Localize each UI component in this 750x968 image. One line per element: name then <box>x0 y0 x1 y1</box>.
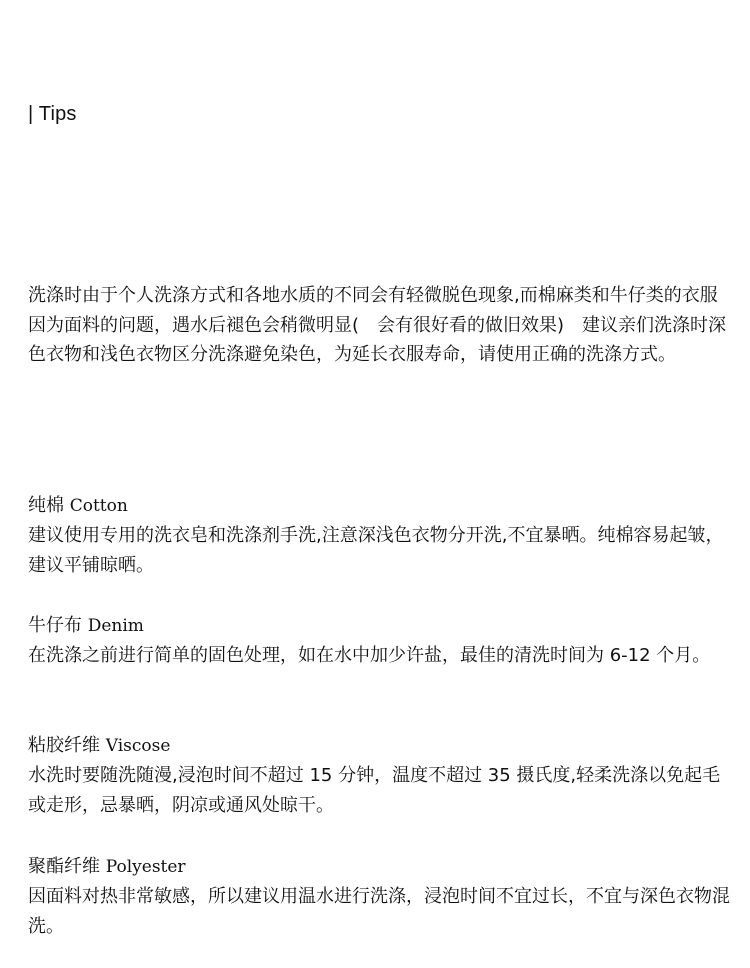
intro-paragraph: 洗涤时由于个人洗涤方式和各地水质的不同会有轻微脱色现象,而棉麻类和牛仔类的衣服因为面料的问题，遇水后褪色会稍微明显( 会有很好看的做旧效果) 建议亲们洗涤时深色衣物和浅色衣物区分洗涤避免染色，为延长衣服寿命，请使用正确的洗涤方式。 <box>28 285 727 365</box>
fabric-title <box>28 852 738 882</box>
care-section-cotton <box>28 491 738 581</box>
fabric-name-cn: 牛仔布 <box>28 615 82 636</box>
fabric-title <box>28 611 738 641</box>
care-section-viscose <box>28 731 738 821</box>
fabric-care-text: 因面料对热非常敏感，所以建议用温水进行洗涤，浸泡时间不宜过长，不宜与深色衣物混洗。 <box>28 886 730 937</box>
fabric-name-cn: 聚酯纤维 <box>28 856 100 877</box>
care-section-polyester <box>28 852 738 942</box>
fabric-name-en: Denim <box>87 616 144 636</box>
fabric-name-en: Viscose <box>105 736 171 756</box>
fabric-name-cn: 粘胶纤维 <box>28 735 100 756</box>
tips-heading: | Tips <box>28 103 77 125</box>
fabric-care-text: 建议使用专用的洗衣皂和洗涤剂手洗,注意深浅色衣物分开洗,不宜暴晒。纯棉容易起皱，建议平铺晾晒。 <box>28 525 724 576</box>
care-section-denim <box>28 611 738 671</box>
fabric-title <box>28 491 738 521</box>
fabric-name-en: Cotton <box>69 496 128 516</box>
fabric-title <box>28 731 738 761</box>
fabric-name-cn: 纯棉 <box>28 495 64 516</box>
fabric-care-text: 在洗涤之前进行简单的固色处理，如在水中加少许盐，最佳的清洗时间为 6-12 个月。 <box>28 645 711 666</box>
fabric-name-en: Polyester <box>105 857 186 877</box>
fabric-care-text: 水洗时要随洗随漫,浸泡时间不超过 15 分钟，温度不超过 35 摄氏度,轻柔洗涤以免起毛或走形，忌暴晒，阴凉或通风处晾干。 <box>28 765 721 816</box>
